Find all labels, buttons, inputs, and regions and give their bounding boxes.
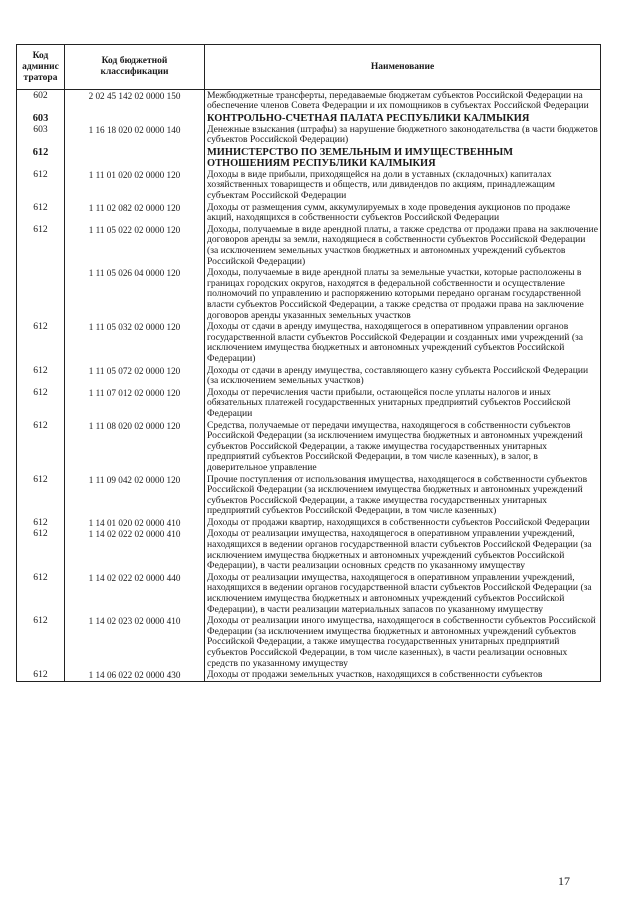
table-header bbox=[17, 45, 601, 90]
budget-code-cell: 1 16 18 020 02 0000 140 bbox=[65, 124, 205, 146]
table-row bbox=[17, 202, 601, 224]
table-row bbox=[17, 387, 601, 420]
budget-code-cell: 1 11 05 072 02 0000 120 bbox=[65, 365, 205, 387]
admin-code-cell: 612 bbox=[17, 670, 65, 682]
name-cell: Доходы от сдачи в аренду имущества, находящегося в оперативном управлении органов государственной власти субъектов Российской Федерации и созданных ими учреждений (за исключением имущества бюджетных и автономных учреждений субъектов Российской Федерации) bbox=[205, 322, 601, 365]
table-row bbox=[17, 616, 601, 670]
admin-code-cell: 612 bbox=[17, 146, 65, 169]
name-cell: Денежные взыскания (штрафы) за нарушение бюджетного законодательства (в части бюджетов субъектов Российской Федерации) bbox=[205, 124, 601, 146]
table-row bbox=[17, 112, 601, 124]
name-cell: Доходы от продажи земельных участков, находящихся в собственности субъектов bbox=[205, 670, 601, 682]
budget-code-cell: 1 14 02 023 02 0000 410 bbox=[65, 616, 205, 670]
name-cell: Доходы от реализации имущества, находящегося в оперативном управлении учреждений, находящихся в ведении органов государственной власти субъектов Российской Федерации (за исключением имущества бюджетных и автономных учреждений субъектов Российской Федерации), в части реализации основных средств по указанному имуществу bbox=[205, 529, 601, 572]
budget-code-cell bbox=[65, 146, 205, 169]
admin-code-cell: 612 bbox=[17, 365, 65, 387]
table-row bbox=[17, 90, 601, 113]
table-row bbox=[17, 572, 601, 615]
budget-code-cell: 2 02 45 142 02 0000 150 bbox=[65, 90, 205, 113]
name-cell: Доходы в виде прибыли, приходящейся на доли в уставных (складочных) капиталах хозяйственных товариществ и обществ, или дивидендов по акциям, принадлежащим субъектам Российской Федерации bbox=[205, 169, 601, 202]
admin-code-cell: 612 bbox=[17, 529, 65, 572]
name-cell: МИНИСТЕРСТВО ПО ЗЕМЕЛЬНЫМ И ИМУЩЕСТВЕННЫМ ОТНОШЕНИЯМ РЕСПУБЛИКИ КАЛМЫКИЯ bbox=[205, 146, 601, 169]
name-cell: Средства, получаемые от передачи имущества, находящегося в собственности субъектов Российской Федерации (за исключением имущества бюджетных и автономных учреждений субъектов Российской Федерации, а также имущества государственных унитарных предприятий субъектов Российской Федерации, в том числе казенных), в залог, в доверительное управление bbox=[205, 420, 601, 474]
admin-code-cell: 612 bbox=[17, 572, 65, 615]
admin-code-cell: 612 bbox=[17, 474, 65, 517]
name-cell: Доходы от продажи квартир, находящихся в собственности субъектов Российской Федерации bbox=[205, 517, 601, 529]
table-row bbox=[17, 169, 601, 202]
budget-code-cell: 1 11 09 042 02 0000 120 bbox=[65, 474, 205, 517]
budget-code-cell: 1 11 05 032 02 0000 120 bbox=[65, 322, 205, 365]
table-body bbox=[17, 90, 601, 682]
admin-code-cell: 612 bbox=[17, 224, 65, 267]
admin-code-cell: 612 bbox=[17, 420, 65, 474]
admin-code-cell: 612 bbox=[17, 202, 65, 224]
revenue-codes-table bbox=[16, 44, 601, 682]
table-row bbox=[17, 124, 601, 146]
budget-code-cell: 1 14 02 022 02 0000 440 bbox=[65, 572, 205, 615]
admin-code-cell: 612 bbox=[17, 322, 65, 365]
document-page bbox=[16, 44, 624, 682]
table-row bbox=[17, 365, 601, 387]
table-row bbox=[17, 529, 601, 572]
admin-code-cell: 612 bbox=[17, 169, 65, 202]
budget-code-cell: 1 11 08 020 02 0000 120 bbox=[65, 420, 205, 474]
table-row bbox=[17, 146, 601, 169]
name-cell: КОНТРОЛЬНО-СЧЕТНАЯ ПАЛАТА РЕСПУБЛИКИ КАЛМЫКИЯ bbox=[205, 112, 601, 124]
table-row bbox=[17, 268, 601, 322]
admin-code-cell: 603 bbox=[17, 124, 65, 146]
admin-code-cell bbox=[17, 268, 65, 322]
name-cell: Доходы от реализации иного имущества, находящегося в собственности субъектов Российской Федерации (за исключением имущества бюджетных и автономных учреждений субъектов Российской Федерации, а также имущества государственных унитарных предприятий субъектов Российской Федерации, в том числе казенных), в части реализации основных средств по указанному имуществу bbox=[205, 616, 601, 670]
header-budget-code: Код бюджетной классификации bbox=[65, 45, 205, 90]
admin-code-cell: 603 bbox=[17, 112, 65, 124]
budget-code-cell: 1 14 01 020 02 0000 410 bbox=[65, 517, 205, 529]
budget-code-cell: 1 14 02 022 02 0000 410 bbox=[65, 529, 205, 572]
name-cell: Доходы от сдачи в аренду имущества, составляющего казну субъекта Российской Федерации (за исключением земельных участков) bbox=[205, 365, 601, 387]
name-cell: Доходы от размещения сумм, аккумулируемых в ходе проведения аукционов по продаже акций, находящихся в собственности субъектов Российской Федерации bbox=[205, 202, 601, 224]
admin-code-cell: 612 bbox=[17, 387, 65, 420]
budget-code-cell bbox=[65, 112, 205, 124]
budget-code-cell: 1 11 07 012 02 0000 120 bbox=[65, 387, 205, 420]
name-cell: Доходы, получаемые в виде арендной платы, а также средства от продажи права на заключение договоров аренды за земли, находящиеся в собственности субъектов Российской Федерации (за исключением земельных участков бюджетных и автономных учреждений субъектов Российской Федерации) bbox=[205, 224, 601, 267]
name-cell: Доходы от перечисления части прибыли, остающейся после уплаты налогов и иных обязательных платежей государственных унитарных предприятий субъектов Российской Федерации bbox=[205, 387, 601, 420]
budget-code-cell: 1 11 05 022 02 0000 120 bbox=[65, 224, 205, 267]
budget-code-cell: 1 11 01 020 02 0000 120 bbox=[65, 169, 205, 202]
table-row bbox=[17, 224, 601, 267]
header-admin-code: Код админис тратора bbox=[17, 45, 65, 90]
name-cell: Доходы от реализации имущества, находящегося в оперативном управлении учреждений, находящихся в ведении органов государственной власти субъектов Российской Федерации (за исключением имущества бюджетных и автономных учреждений субъектов Российской Федерации), в части реализации материальных запасов по указанному имуществу bbox=[205, 572, 601, 615]
table-row bbox=[17, 517, 601, 529]
table-row bbox=[17, 420, 601, 474]
budget-code-cell: 1 11 02 082 02 0000 120 bbox=[65, 202, 205, 224]
table-row bbox=[17, 474, 601, 517]
header-name: Наименование bbox=[205, 45, 601, 90]
admin-code-cell: 612 bbox=[17, 517, 65, 529]
name-cell: Доходы, получаемые в виде арендной платы за земельные участки, которые расположены в границах городских округов, находятся в федеральной собственности и осуществление полномочий по управлению и распоряжению которыми передано органам государственной власти субъектов Российской Федерации, а также средства от продажи права на заключение договоров аренды указанных земельных участков bbox=[205, 268, 601, 322]
table-row bbox=[17, 670, 601, 682]
budget-code-cell: 1 14 06 022 02 0000 430 bbox=[65, 670, 205, 682]
budget-code-cell: 1 11 05 026 04 0000 120 bbox=[65, 268, 205, 322]
admin-code-cell: 602 bbox=[17, 90, 65, 113]
name-cell: Прочие поступления от использования имущества, находящегося в собственности субъектов Российской Федерации (за исключением имущества бюджетных и автономных учреждений субъектов Российской Федерации, а также имущества государственных унитарных предприятий субъектов Российской Федерации, в том числе казенных) bbox=[205, 474, 601, 517]
page-number: 17 bbox=[558, 874, 570, 888]
admin-code-cell: 612 bbox=[17, 616, 65, 670]
table-row bbox=[17, 322, 601, 365]
name-cell: Межбюджетные трансферты, передаваемые бюджетам субъектов Российской Федерации на обеспечение членов Совета Федерации и их помощников в субъектах Российской Федерации bbox=[205, 90, 601, 113]
